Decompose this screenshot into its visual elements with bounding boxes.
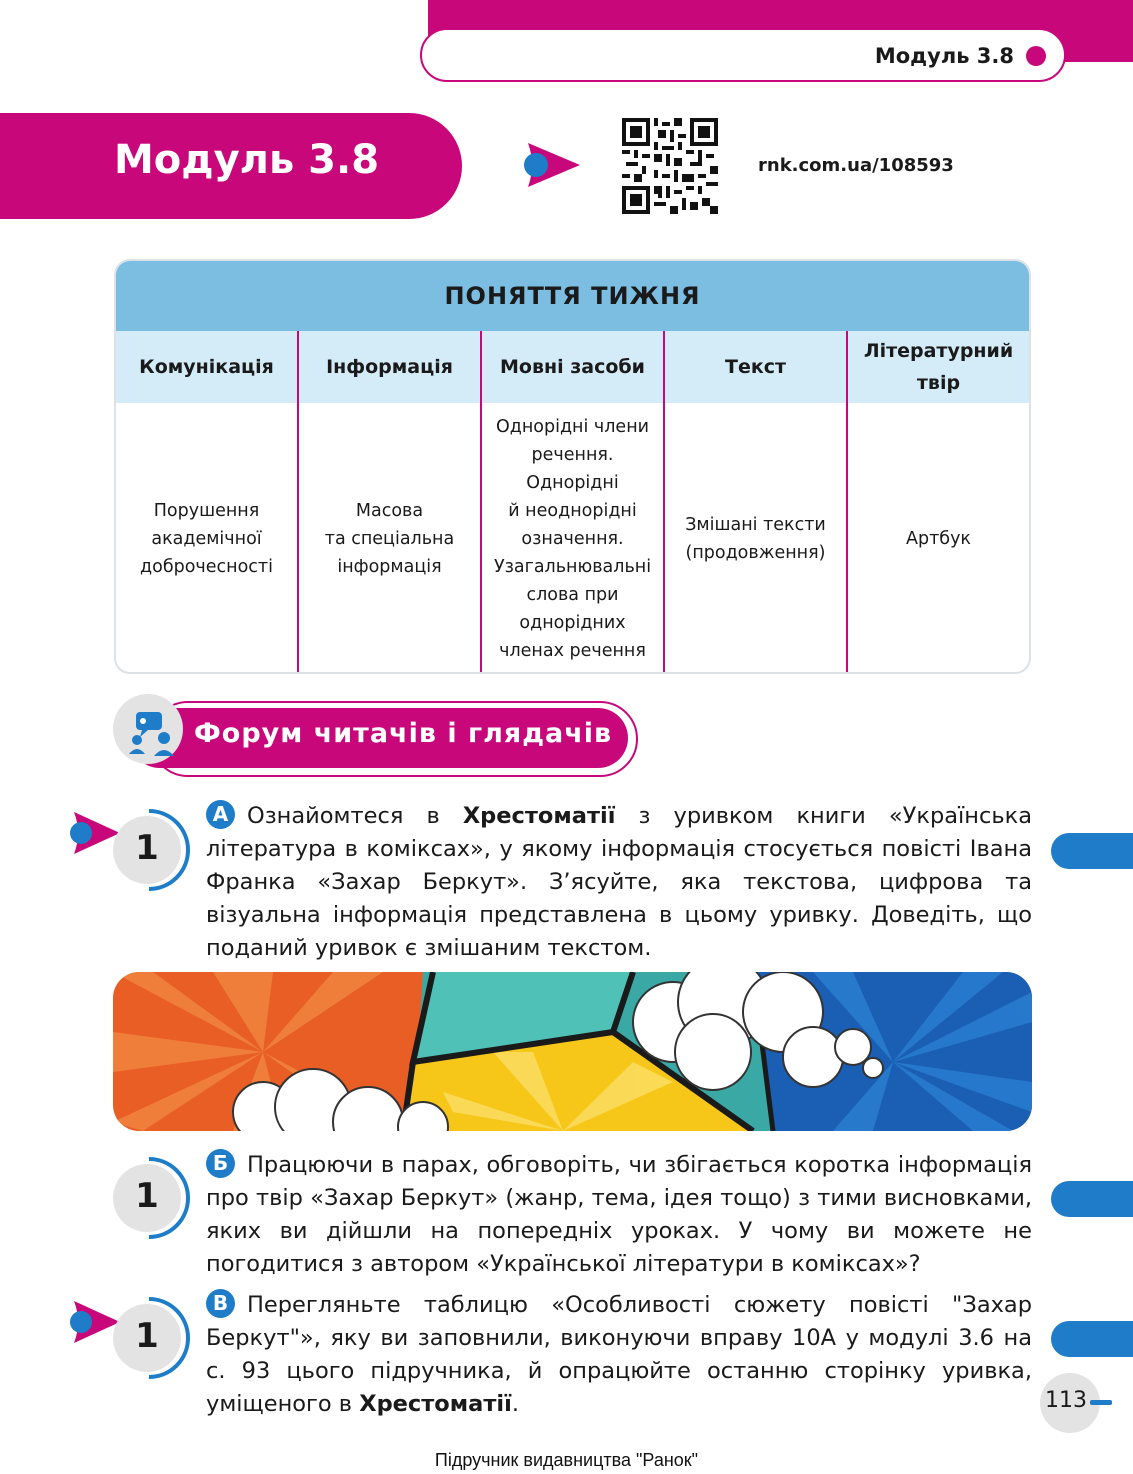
side-tab [1051,1181,1133,1217]
task-number: 1 [135,828,159,868]
task-letter-a: А [206,800,235,829]
column-header-communication: Комунікація [116,331,299,403]
column-header-literary-work: Літературний твір [863,340,1014,394]
side-tab [1051,833,1133,869]
table-cell: Масова та спеціальна інформація [299,403,482,674]
page-number: 113 [1045,1388,1087,1413]
module-title: Модуль 3.8 [114,137,380,183]
concepts-header-row [116,331,1029,403]
side-tab [1051,1321,1133,1357]
column-header-text: Текст [665,331,848,403]
qr-link[interactable]: rnk.com.ua/108593 [758,155,954,176]
discussion-icon [128,708,180,760]
column-header-language-means: Мовні засоби [482,331,665,403]
table-cell: Змішані тексти (продовження) [665,403,848,674]
comic-illustration [113,972,1032,1131]
concepts-table [114,259,1031,674]
module-header-pill [420,28,1066,82]
task-letter-v: В [206,1289,235,1318]
task-v-text: В Перегляньте таблицю «Особливості сюжету повісті "Захар Беркут"», яку ви заповнили, виконуючи вправу 10А у модулі 3.6 на с. 93 цього підручника, й опрацюйте останню сторінку уривка, уміщеного в Хрестоматії. [206,1291,1032,1417]
task-number: 1 [135,1316,159,1356]
task-number-badge [113,808,197,892]
table-cell: Порушення академічної доброчесності [116,403,299,674]
task-number-badge [113,1156,197,1240]
task-a-text: А Ознайомтеся в Хрестоматії з уривком книги «Українська література в коміксах», у якому інформація стосується повісті Івана Франка «Захар Беркут». З’ясуйте, яка текстова, цифрова та візуальна інформація представлена в цьому уривку. Доведіть, що поданий уривок є змішаним текстом. [206,802,1032,961]
header-dot-icon [1026,46,1046,66]
concepts-table-title: ПОНЯТТЯ ТИЖНЯ [116,261,1029,331]
publisher-footer: Підручник видавництва "Ранок" [434,1450,699,1470]
forum-title: Форум читачів і глядачів [194,718,613,749]
play-icon[interactable] [520,133,584,197]
task-b-text: Б Працюючи в парах, обговоріть, чи збігається коротка інформація про твір «Захар Беркут» (жанр, тема, ідея тощо) з тими висновками, яких ви дійшли на попередніх уроках. У чому ви можете не погодитися з автором «Української літератури в коміксах»? [206,1151,1032,1277]
qr-code-icon[interactable] [622,118,718,214]
module-title-block [0,113,462,219]
table-cell: Артбук [906,528,971,549]
concepts-body-row [116,403,1029,674]
column-header-information: Інформація [299,331,482,403]
task-number: 1 [135,1176,159,1216]
header-module-label: Модуль 3.8 [874,44,1014,68]
table-cell: Однорідні члени речення. Однорідні й неоднорідні означення. Узагальнювальні слова при однорідних членах речення [482,403,665,674]
task-number-badge [113,1296,197,1380]
task-letter-b: Б [206,1149,235,1178]
page-number-bar [1090,1400,1112,1405]
